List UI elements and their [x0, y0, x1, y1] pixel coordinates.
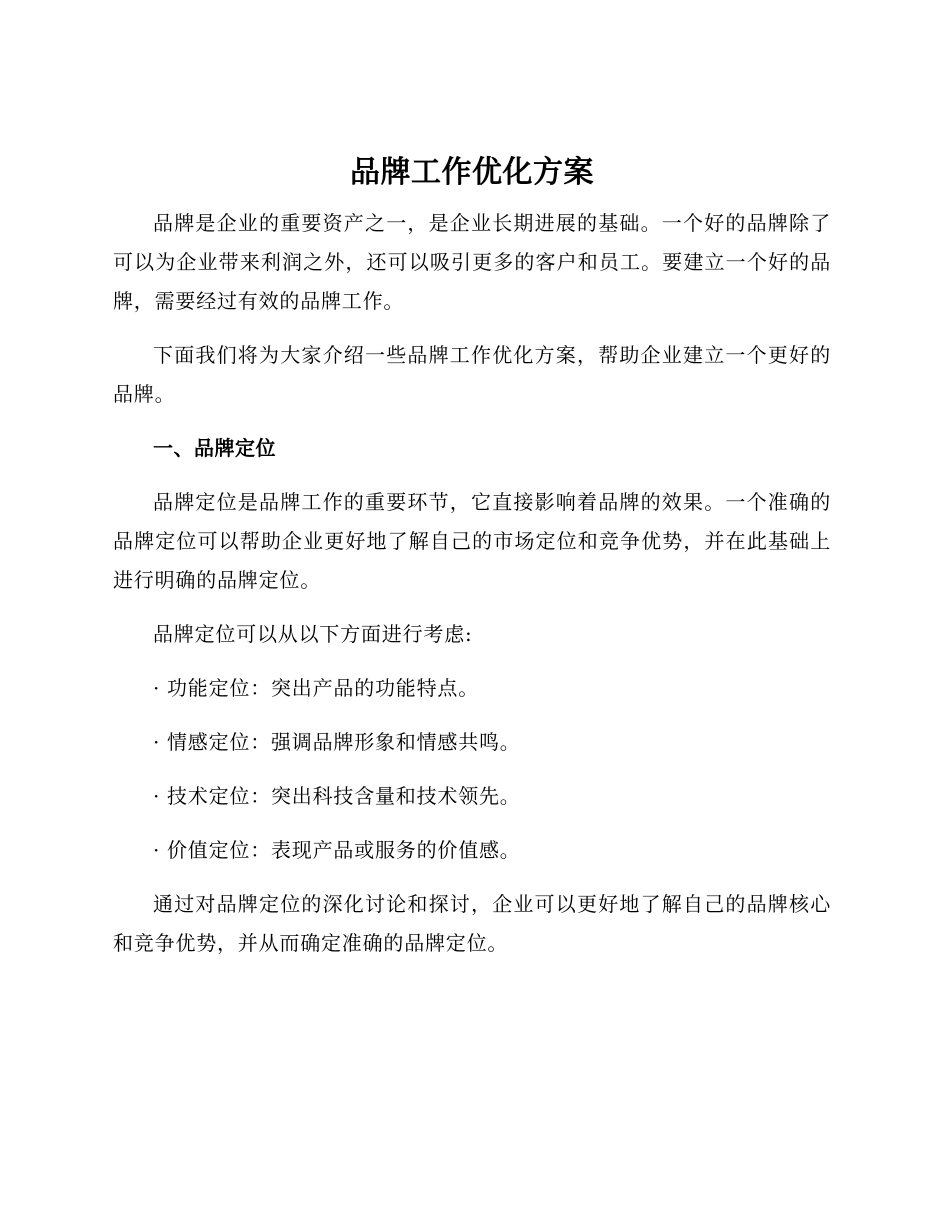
bullet-text: 价值定位：表现产品或服务的价值感。	[167, 838, 521, 862]
section-conclusion: 通过对品牌定位的深化讨论和探讨，企业可以更好地了解自己的品牌核心和竞争优势，并从而确定准确的品牌定位。	[113, 892, 831, 955]
section-paragraph-2: 品牌定位可以从以下方面进行考虑:	[153, 622, 473, 646]
bullet-dot-icon: ·	[153, 730, 161, 754]
document-page	[113, 150, 831, 978]
section-paragraph-1: 品牌定位是品牌工作的重要环节，它直接影响着品牌的效果。一个准确的品牌定位可以帮助企业更好地了解自己的市场定位和竞争优势，并在此基础上进行明确的品牌定位。	[113, 490, 831, 592]
bullet-item-technology	[113, 777, 831, 816]
bullet-item-value	[113, 831, 831, 870]
intro-paragraph-1: 品牌是企业的重要资产之一，是企业长期进展的基础。一个好的品牌除了可以为企业带来利润之外，还可以吸引更多的客户和员工。要建立一个好的品牌，需要经过有效的品牌工作。	[113, 211, 831, 313]
intro-paragraph-2: 下面我们将为大家介绍一些品牌工作优化方案，帮助企业建立一个更好的品牌。	[113, 343, 831, 406]
document-title: 品牌工作优化方案	[350, 155, 594, 190]
bullet-dot-icon: ·	[153, 838, 161, 862]
bullet-dot-icon: ·	[153, 676, 161, 700]
positioning-bullet-list	[113, 669, 831, 870]
bullet-text: 技术定位：突出科技含量和技术领先。	[167, 784, 521, 808]
section-heading-brand-positioning: 一、品牌定位	[153, 436, 276, 460]
bullet-item-emotion	[113, 723, 831, 762]
bullet-text: 情感定位：强调品牌形象和情感共鸣。	[167, 730, 521, 754]
bullet-dot-icon: ·	[153, 784, 161, 808]
bullet-text: 功能定位：突出产品的功能特点。	[167, 676, 479, 700]
bullet-item-function	[113, 669, 831, 708]
